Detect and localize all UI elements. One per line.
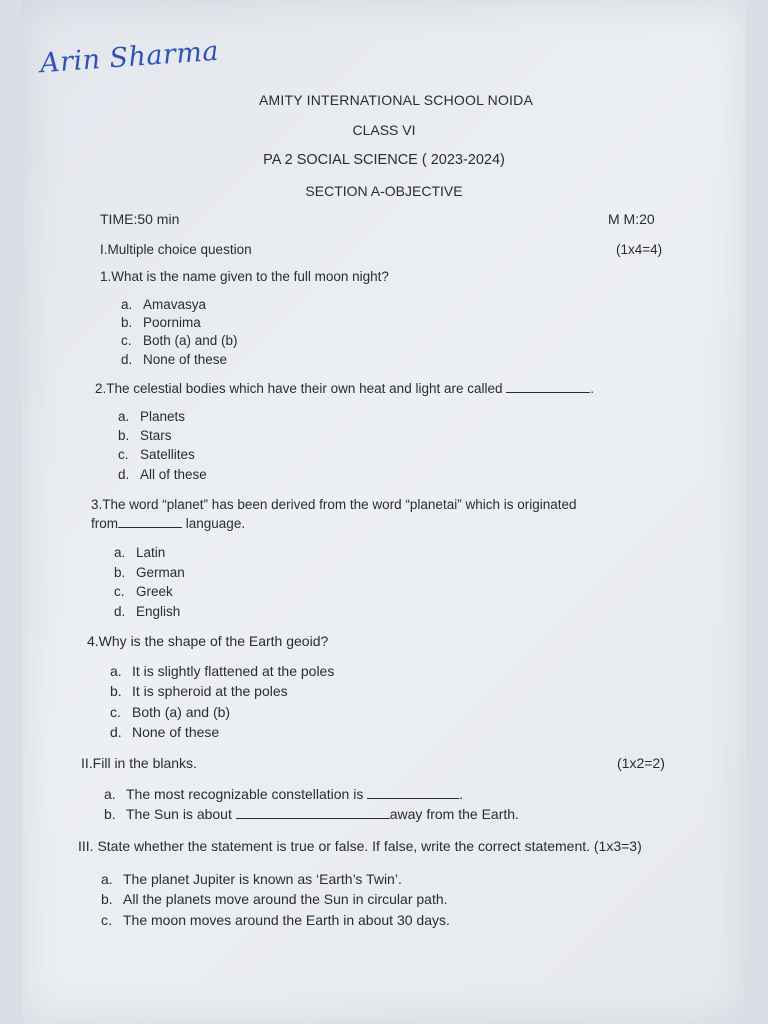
q3-option-d [114,604,180,619]
q3-option-c [114,584,173,599]
option-text: Greek [136,584,173,599]
answer-blank [118,517,182,528]
statement-b: b. All the planets move around the Sun in circular path. [101,891,448,907]
option-text: English [136,604,181,619]
option-letter: c. [110,704,121,720]
option-text: Poornima [143,315,201,330]
option-text: It is slightly flattened at the poles [132,663,335,679]
option-text: Stars [140,428,172,443]
q4-option-d [110,724,219,740]
option-text: None of these [132,724,220,740]
q3-option-a [114,545,165,560]
option-letter: a. [118,409,130,424]
option-letter: d. [114,604,126,619]
answer-blank [367,788,459,799]
q3-option-b [114,565,185,580]
section2-title: II.Fill in the blanks. [81,755,197,771]
option-letter: a. [121,297,133,312]
option-letter: b. [104,806,116,822]
option-letter: a. [110,663,122,679]
option-letter: c. [121,333,132,348]
section3-title: III. State whether the statement is true or false. If false, write the correct statement. (1x3=3) [78,838,642,854]
option-letter: b. [114,565,126,580]
q2-option-c [118,447,195,462]
section-title: SECTION A-OBJECTIVE [305,183,463,199]
q2-option-b [118,428,172,443]
answer-blank [236,808,390,819]
section1-marks: (1x4=4) [616,242,663,257]
answer-blank [506,382,590,393]
question-3: 3.The word “planet” has been derived from the word “planetai” which is originated [91,497,577,512]
fill-blank-a: a. The most recognizable constellation is . [104,786,464,802]
option-text: It is spheroid at the poles [132,683,288,699]
class-label: CLASS VI [352,122,416,138]
question-1: 1.What is the name given to the full moon night? [100,269,389,284]
option-text: None of these [143,352,228,367]
option-text: German [136,565,185,580]
option-letter: d. [118,467,130,482]
option-letter: c. [101,912,112,928]
option-text: Amavasya [143,297,207,312]
question-3-line2: from language. [91,516,246,531]
q4-option-b [110,683,288,699]
question-2: 2.The celestial bodies which have their own heat and light are called . [95,381,595,396]
question-4: 4.Why is the shape of the Earth geoid? [87,633,329,649]
option-letter: c. [118,447,129,462]
option-letter: d. [121,352,133,367]
option-letter: a. [101,871,113,887]
statement-a: a. The planet Jupiter is known as ‘Earth’s Twin’. [101,871,402,887]
section2-marks: (1x2=2) [617,755,665,771]
option-letter: d. [110,724,122,740]
option-text: Both (a) and (b) [143,333,238,348]
option-letter: b. [101,891,113,907]
option-letter: b. [118,428,130,443]
school-name: AMITY INTERNATIONAL SCHOOL NOIDA [259,92,533,108]
option-letter: a. [104,786,116,802]
q4-option-a [110,663,334,679]
option-text: Planets [140,409,186,424]
q1-option-c [121,333,238,348]
time-label: TIME:50 min [100,211,180,227]
q1-option-a [121,297,206,312]
q1-option-b [121,315,201,330]
student-signature: Arin Sharma [39,35,220,80]
exam-title: PA 2 SOCIAL SCIENCE ( 2023-2024) [263,152,505,168]
option-letter: b. [110,683,122,699]
statement-c: c. The moon moves around the Earth in about 30 days. [101,912,450,928]
option-letter: c. [114,584,125,599]
q4-option-c [110,704,230,720]
option-text: Both (a) and (b) [132,704,231,720]
fill-blank-b: b. The Sun is about away from the Earth. [104,806,519,822]
q1-option-d [121,352,227,367]
option-letter: b. [121,315,133,330]
max-marks-label: M M:20 [608,211,655,227]
option-letter: a. [114,545,126,560]
option-text: Latin [136,545,166,560]
q2-option-d [118,467,207,482]
option-text: All of these [140,467,207,482]
section1-title: I.Multiple choice question [100,242,252,257]
option-text: Satellites [140,447,195,462]
q2-option-a [118,409,185,424]
